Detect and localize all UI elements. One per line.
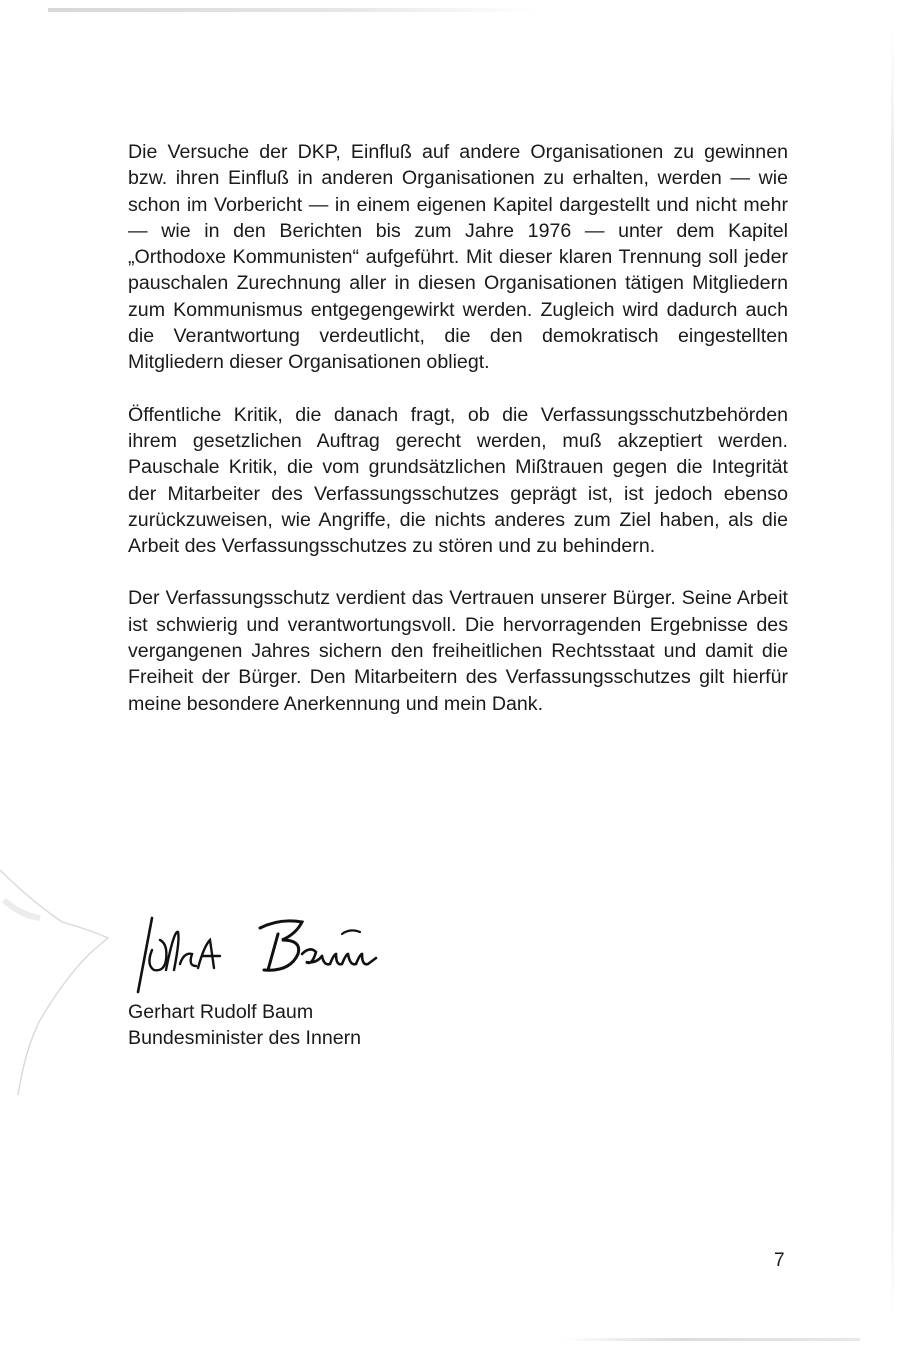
signer-block	[128, 1000, 361, 1051]
paragraph-dkp-influence: Die Versuche der DKP, Einfluß auf andere Organisationen zu gewinnen bzw. ihren Einfluß in anderen Organisationen zu erhalten, werden — wie schon im Vorbericht — in einem eigenen Kapitel dargestellt und nicht mehr — wie in den Berichten bis zum Jahre 1976 — unter dem Kapitel „Orthodoxe Kommunisten“ aufgeführt. Mit dieser klaren Trennung soll jeder pauschalen Zurechnung aller in diesen Organisationen tätigen Mitgliedern zum Kommunismus entgegengewirkt werden. Zugleich wird dadurch auch die Verantwortung verdeutlicht, die den demokratisch eingestellten Mitgliedern dieser Organisationen obliegt.	[128, 141, 788, 374]
scan-edge-right	[891, 30, 894, 1320]
page-number: 7	[774, 1250, 785, 1271]
signature-text: Gerhart Baum	[130, 910, 137, 911]
signer-title: Bundesminister des Innern	[128, 1026, 362, 1049]
scan-edge-bottom	[560, 1338, 860, 1341]
paper-fold-mark	[0, 860, 120, 1180]
signer-name: Gerhart Rudolf Baum	[128, 1001, 314, 1023]
paragraph-trust: Der Verfassungsschutz verdient das Vertrauen unserer Bürger. Seine Arbeit ist schwierig und verantwortungsvoll. Die hervorragenden Ergebnisse des vergangenen Jahres sichern den freiheitlichen Rechtsstaat und damit die Freiheit der Bürger. Den Mitarbeitern des Verfassungsschutzes gilt hierfür meine besondere Anerkennung und mein Dank.	[128, 587, 788, 715]
paragraph-public-criticism: Öffentliche Kritik, die danach fragt, ob die Verfassungsschutzbehörden ihrem gesetzlichen Auftrag gerecht werden, muß akzeptiert werden. Pauschale Kritik, die vom grundsätzlichen Mißtrauen gegen die Integrität der Mitarbeiter des Verfassungsschutzes geprägt ist, ist jedoch ebenso zurückzuweisen, wie Angriffe, die nichts anderes zum Ziel haben, als die Arbeit des Verfassungsschutzes zu stören und zu behindern.	[128, 403, 788, 558]
handwritten-signature	[130, 910, 420, 1000]
body-text	[128, 139, 788, 743]
scan-edge-top	[48, 8, 538, 12]
